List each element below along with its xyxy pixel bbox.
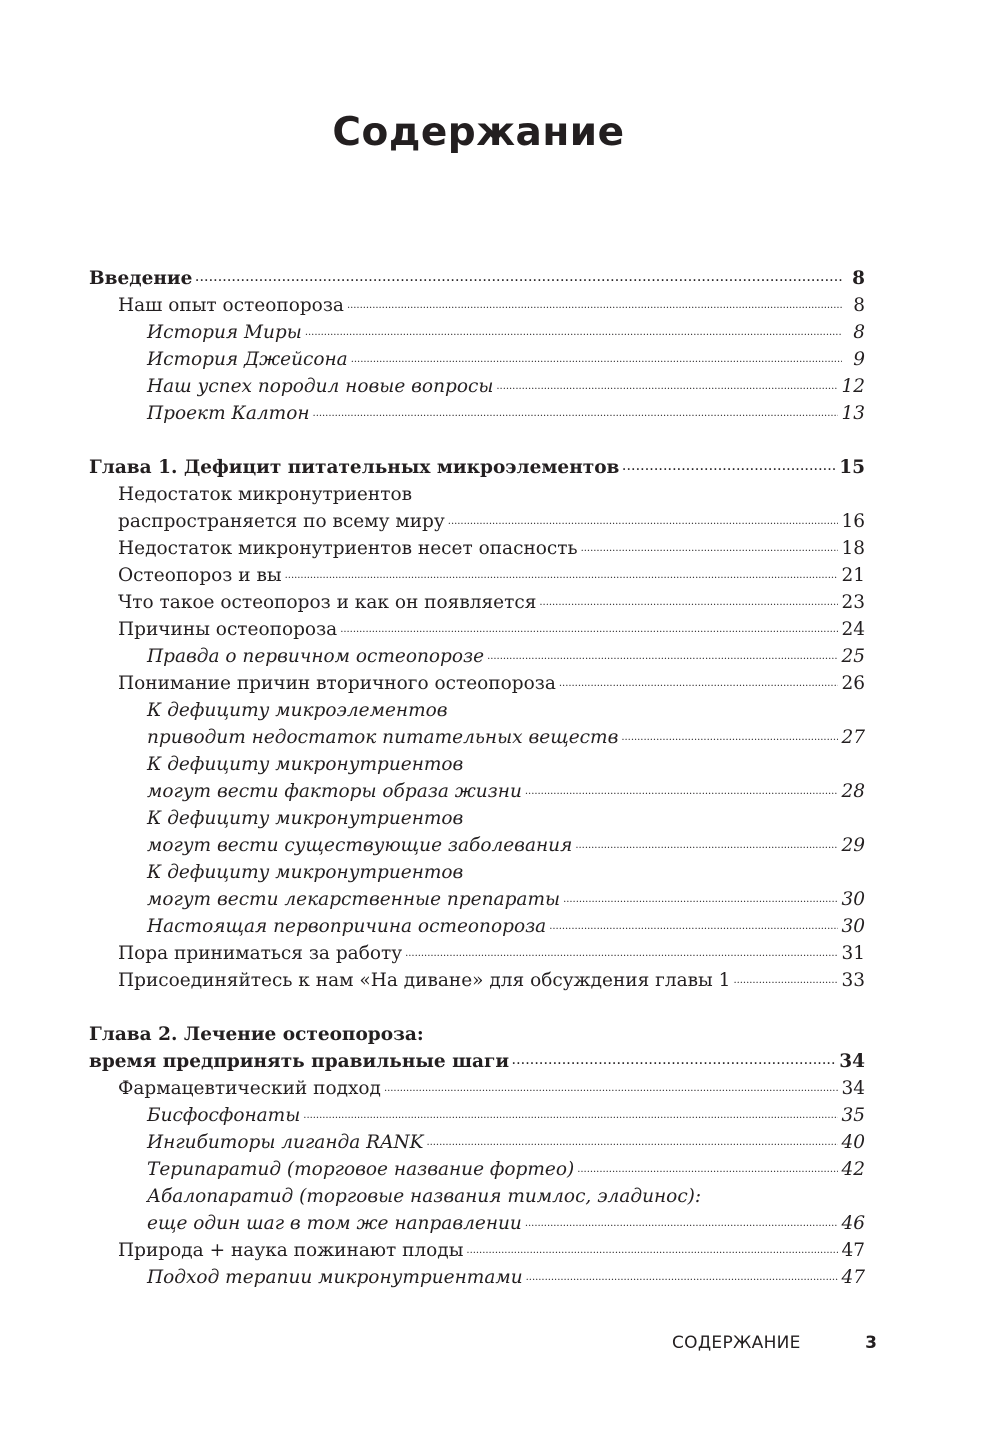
toc-page-number: 28 — [841, 781, 865, 802]
toc-entry — [89, 697, 865, 724]
toc-entry — [89, 346, 865, 373]
toc-entry-title: Недостаток микронутриентов — [118, 484, 413, 505]
toc-entry-title: Бисфосфонаты — [147, 1105, 301, 1126]
toc-leader-dots — [347, 292, 842, 319]
toc-page-number: 15 — [839, 457, 865, 478]
toc-entry — [89, 562, 865, 589]
toc-entry — [89, 1021, 865, 1048]
toc-leader-dots — [313, 400, 839, 427]
toc-leader-dots — [525, 778, 839, 805]
toc-leader-dots — [351, 346, 842, 373]
toc-leader-dots — [448, 508, 839, 535]
toc-entry — [89, 454, 865, 481]
toc-leader-dots — [305, 319, 842, 346]
toc-entry — [89, 373, 865, 400]
toc-entry-title: Ингибиторы лиганда RANK — [147, 1132, 424, 1153]
toc-entry-title: Введение — [89, 268, 193, 289]
toc-leader-dots — [466, 1237, 838, 1264]
toc-leader-dots — [549, 913, 838, 940]
toc-entry — [89, 832, 865, 859]
toc-page-number: 8 — [852, 268, 865, 289]
toc-entry — [89, 751, 865, 778]
page-number: 3 — [865, 1333, 877, 1353]
toc-entry-title: Проект Калтон — [147, 403, 310, 424]
toc-entry — [89, 913, 865, 940]
toc-entry-title: могут вести существующие заболевания — [147, 835, 573, 856]
toc-leader-dots — [622, 454, 836, 481]
toc-entry-title: Причины остеопороза — [118, 619, 338, 640]
toc-entry-title: Наш успех породил новые вопросы — [147, 376, 494, 397]
toc-entry — [89, 400, 865, 427]
toc-leader-dots — [496, 373, 838, 400]
toc-leader-dots — [621, 724, 838, 751]
toc-entry — [89, 1210, 865, 1237]
toc-leader-dots — [303, 1102, 838, 1129]
toc-page-number: 13 — [841, 403, 865, 424]
toc-page-number: 33 — [841, 970, 865, 991]
toc-page-number: 34 — [841, 1078, 865, 1099]
toc-entry — [89, 1264, 865, 1291]
toc-leader-dots — [563, 886, 838, 913]
toc-entry — [89, 1102, 865, 1129]
toc-page-number: 16 — [841, 511, 865, 532]
page-footer — [672, 1330, 877, 1356]
toc-entry — [89, 319, 865, 346]
toc-page-number: 8 — [853, 322, 865, 343]
toc-entry — [89, 1129, 865, 1156]
toc-page-number: 27 — [841, 727, 865, 748]
toc-page-number: 47 — [841, 1240, 865, 1261]
toc-entry — [89, 643, 865, 670]
toc-entry — [89, 535, 865, 562]
toc-page-number: 23 — [841, 592, 865, 613]
toc-entry-title: Правда о первичном остеопорозе — [147, 646, 485, 667]
toc-leader-dots — [512, 1048, 836, 1075]
toc-entry-title: распространяется по всему миру — [118, 511, 445, 532]
toc-page-number: 12 — [841, 376, 865, 397]
toc-entry-title: могут вести лекарственные препараты — [147, 889, 561, 910]
toc-leader-dots — [577, 1156, 838, 1183]
toc-entry — [89, 1156, 865, 1183]
toc-leader-dots — [539, 589, 838, 616]
toc-entry-title: Наш опыт остеопороза — [118, 295, 344, 316]
toc-leader-dots — [559, 670, 839, 697]
toc-leader-dots — [581, 535, 839, 562]
toc-entry — [89, 670, 865, 697]
toc-entry-title: Недостаток микронутриентов несет опасность — [118, 538, 578, 559]
toc-entry-title: Природа + наука пожинают плоды — [118, 1240, 464, 1261]
toc-entry — [89, 886, 865, 913]
toc-entry-title: Фармацевтический подход — [118, 1078, 381, 1099]
toc-entry-title: Подход терапии микронутриентами — [147, 1267, 523, 1288]
toc-page-number: 42 — [841, 1159, 865, 1180]
toc-entry-title: время предпринять правильные шаги — [89, 1051, 510, 1072]
toc-leader-dots — [405, 940, 838, 967]
toc-entry-title: еще один шаг в том же направлении — [147, 1213, 522, 1234]
toc-leader-dots — [340, 616, 838, 643]
toc-entry — [89, 940, 865, 967]
toc-entry-title: приводит недостаток питательных веществ — [147, 727, 619, 748]
toc-leader-dots — [487, 643, 838, 670]
toc-page-number: 26 — [841, 673, 865, 694]
toc-entry — [89, 508, 865, 535]
toc-page-number: 34 — [839, 1051, 865, 1072]
toc-entry — [89, 589, 865, 616]
toc-entry-title: Понимание причин вторичного остеопороза — [118, 673, 556, 694]
toc-page-number: 40 — [841, 1132, 865, 1153]
toc-leader-dots — [733, 967, 838, 994]
toc-leader-dots — [525, 1210, 839, 1237]
toc-page-number: 9 — [853, 349, 865, 370]
toc-leader-dots — [526, 1264, 839, 1291]
toc-page-number: 30 — [841, 916, 865, 937]
toc-entry-title: Присоединяйтесь к нам «На диване» для обсуждения главы 1 — [118, 970, 731, 991]
toc-leader-dots — [195, 265, 842, 292]
toc-entry-title: К дефициту микронутриентов — [147, 862, 464, 883]
toc-entry — [89, 481, 865, 508]
toc-entry-title: Глава 2. Лечение остеопороза: — [89, 1024, 424, 1045]
toc-entry — [89, 1075, 865, 1102]
toc-leader-dots — [426, 1129, 838, 1156]
toc-leader-dots — [384, 1075, 839, 1102]
toc-entry — [89, 265, 865, 292]
toc-entry-title: К дефициту микроэлементов — [147, 700, 448, 721]
toc-entry-title: История Миры — [147, 322, 302, 343]
table-of-contents — [89, 265, 865, 1291]
page-title: Содержание — [332, 110, 625, 155]
toc-page-number: 24 — [841, 619, 865, 640]
toc-entry — [89, 778, 865, 805]
toc-entry — [89, 616, 865, 643]
toc-entry-title: К дефициту микронутриентов — [147, 808, 464, 829]
toc-entry — [89, 724, 865, 751]
toc-entry-title: Глава 1. Дефицит питательных микроэлементов — [89, 457, 620, 478]
toc-entry-title: К дефициту микронутриентов — [147, 754, 464, 775]
toc-page-number: 30 — [841, 889, 865, 910]
toc-entry — [89, 1048, 865, 1075]
toc-entry — [89, 967, 865, 994]
toc-page-number: 35 — [841, 1105, 865, 1126]
toc-entry-title: История Джейсона — [147, 349, 348, 370]
toc-entry-title: могут вести факторы образа жизни — [147, 781, 522, 802]
toc-entry — [89, 1237, 865, 1264]
toc-page-number: 29 — [841, 835, 865, 856]
toc-entry-title: Настоящая первопричина остеопороза — [147, 916, 547, 937]
toc-entry-title: Абалопаратид (торговые названия тимлос, эладинос): — [147, 1186, 702, 1207]
toc-entry-title: Остеопороз и вы — [118, 565, 282, 586]
toc-page-number: 46 — [841, 1213, 865, 1234]
toc-leader-dots — [285, 562, 839, 589]
toc-page-number: 25 — [841, 646, 865, 667]
toc-page-number: 47 — [841, 1267, 865, 1288]
toc-entry — [89, 805, 865, 832]
toc-page-number: 18 — [841, 538, 865, 559]
running-header: СОДЕРЖАНИЕ — [672, 1333, 801, 1353]
toc-page-number: 31 — [841, 943, 865, 964]
toc-entry — [89, 292, 865, 319]
toc-page-number: 8 — [853, 295, 865, 316]
toc-entry-title: Терипаратид (торговое название фортео) — [147, 1159, 575, 1180]
toc-entry — [89, 1183, 865, 1210]
toc-entry — [89, 859, 865, 886]
toc-entry-title: Что такое остеопороз и как он появляется — [118, 592, 537, 613]
toc-leader-dots — [575, 832, 838, 859]
toc-page-number: 21 — [841, 565, 865, 586]
toc-entry-title: Пора приниматься за работу — [118, 943, 403, 964]
